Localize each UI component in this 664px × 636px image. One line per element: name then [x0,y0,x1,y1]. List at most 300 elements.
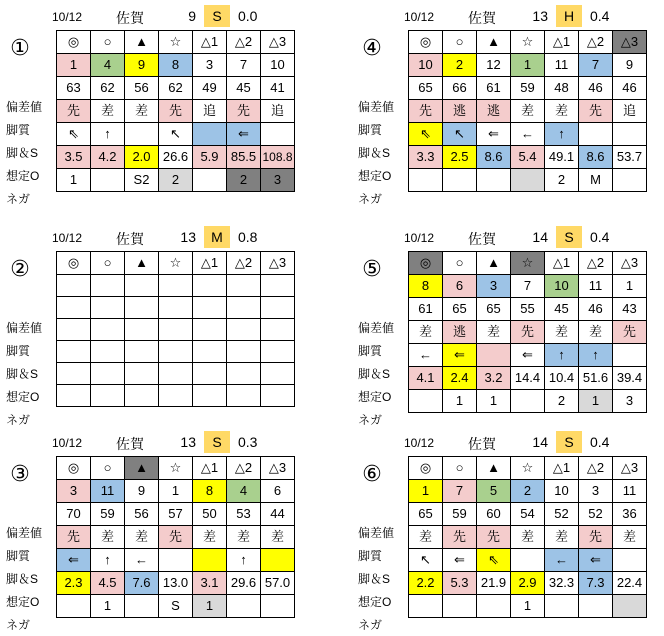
grid-cell [159,549,193,572]
grid-cell [261,549,295,572]
grid-cell: 46 [579,298,613,321]
grid-cell: ↑ [545,344,579,367]
race-number: ⑥ [362,461,382,486]
grid-cell [193,297,227,319]
grid-cell [125,275,159,297]
race-number: ④ [362,35,382,60]
row-label: 脚質 [358,549,383,563]
number-row [409,54,647,77]
grid-cell: 57.0 [261,572,295,595]
mark-row [57,252,295,275]
grid-cell: 53 [227,503,261,526]
number-row [409,480,647,503]
track-condition: S [556,431,582,453]
grid-cell [261,123,295,146]
grid-cell: 59 [91,503,125,526]
grid-cell: 22.4 [613,572,647,595]
mark-row [57,31,295,54]
grid-cell: 48 [545,77,579,100]
grid-cell: ◎ [409,252,443,275]
grid-cell: 差 [261,526,295,549]
grid-cell [613,123,647,146]
row-label: 脚質 [358,344,383,358]
row-label: ネガ [6,618,31,632]
running-style-row [57,100,295,123]
running-style-row [409,100,647,123]
grid-cell [261,385,295,407]
grid-cell [159,319,193,341]
leg-speed-row [409,123,647,146]
grid-cell [91,385,125,407]
grid-cell: △3 [261,457,295,480]
grid-cell: 8 [193,480,227,503]
expected-odds-row [409,146,647,169]
grid-cell: 21.9 [477,572,511,595]
row-label: 脚＆S [358,572,391,586]
grid-cell: 8 [409,275,443,298]
race-date: 10/12 [52,436,83,450]
grid-cell: 6 [443,275,477,298]
grid-cell: ☆ [511,457,545,480]
grid-cell: 62 [91,77,125,100]
prediction-grid [56,30,295,192]
grid-cell: 2 [443,54,477,77]
race-number: ⑤ [362,256,382,281]
track-condition: S [204,5,230,27]
grid-cell: 逃 [443,321,477,344]
grid-cell [91,297,125,319]
grid-cell [125,385,159,407]
grid-cell: 2 [159,169,193,192]
row-label: ネガ [358,413,383,427]
grid-cell: 1 [409,480,443,503]
grid-cell [159,363,193,385]
deviation-row [409,77,647,100]
grid-cell [511,390,545,413]
race-runner-count: 14 [532,434,548,450]
expected-odds-row [57,146,295,169]
grid-cell [409,595,443,618]
grid-cell: 56 [125,77,159,100]
grid-cell: 4.5 [91,572,125,595]
grid-cell: ☆ [511,252,545,275]
grid-cell: 差 [545,526,579,549]
negative-row [409,169,647,192]
row-label: 想定O [6,595,40,609]
grid-cell: △3 [613,457,647,480]
grid-cell: 56 [125,503,159,526]
row-label: 偏差値 [6,100,43,114]
grid-cell: ↑ [91,549,125,572]
grid-cell: 4 [91,54,125,77]
grid-cell [125,363,159,385]
grid-cell: 1 [477,390,511,413]
grid-cell: 8.6 [477,146,511,169]
row-label: 偏差値 [6,321,43,335]
deviation-row [409,298,647,321]
grid-cell: ← [409,344,443,367]
row-label: ネガ [358,618,383,632]
grid-cell: ○ [443,31,477,54]
grid-cell [91,341,125,363]
grid-cell: 3 [57,480,91,503]
grid-cell: 差 [125,100,159,123]
grid-cell: ▲ [125,252,159,275]
grid-cell: 3.1 [193,572,227,595]
grid-cell: △2 [579,252,613,275]
grid-cell: 先 [511,321,545,344]
number-row [57,275,295,297]
grid-cell [227,363,261,385]
grid-cell: 65 [477,298,511,321]
mark-row [409,252,647,275]
grid-cell: 追 [193,100,227,123]
row-label: 脚質 [358,123,383,137]
grid-cell [91,363,125,385]
grid-cell: ↖ [443,123,477,146]
grid-cell: 差 [613,526,647,549]
grid-cell [261,363,295,385]
grid-cell: △3 [261,252,295,275]
grid-cell [443,595,477,618]
grid-cell [57,363,91,385]
grid-cell: 26.6 [159,146,193,169]
grid-cell [193,363,227,385]
grid-cell: 9 [125,54,159,77]
grid-cell [193,123,227,146]
grid-cell: 45 [545,298,579,321]
grid-cell: 1 [613,275,647,298]
grid-cell: 差 [511,100,545,123]
grid-cell [125,297,159,319]
track-condition: S [556,226,582,248]
grid-cell: 1 [443,390,477,413]
grid-cell: 29.6 [227,572,261,595]
race-date: 10/12 [404,10,435,24]
running-style-row [409,526,647,549]
grid-cell: ◎ [409,31,443,54]
grid-cell: ↑ [91,123,125,146]
grid-cell: 2.5 [443,146,477,169]
grid-cell: △1 [545,252,579,275]
row-label: ネガ [6,413,31,427]
row-label: 脚＆S [6,146,39,160]
mark-row [57,457,295,480]
row-label: 脚質 [6,123,31,137]
race-venue: 佐賀 [468,231,496,247]
grid-cell: ← [545,549,579,572]
grid-cell: 11 [91,480,125,503]
prediction-grid [408,456,647,618]
row-label: 偏差値 [358,526,395,540]
row-label: 想定O [358,595,392,609]
grid-cell: ↑ [545,123,579,146]
grid-cell: ▲ [125,457,159,480]
row-label: 想定O [358,390,392,404]
grid-cell: ⇐ [57,549,91,572]
row-label: 脚＆S [358,367,391,381]
grid-cell [579,595,613,618]
race-panel-3 [6,430,306,630]
grid-cell: 先 [159,526,193,549]
leg-speed-row [57,341,295,363]
grid-cell: 59 [511,77,545,100]
leg-speed-row [409,344,647,367]
condition-value: 0.4 [590,8,610,24]
grid-cell [579,123,613,146]
grid-cell: 49 [193,77,227,100]
row-label: 偏差値 [358,100,395,114]
grid-cell: 先 [159,100,193,123]
grid-cell: 逃 [443,100,477,123]
grid-cell [125,123,159,146]
grid-cell: ◎ [409,457,443,480]
grid-cell: 13.0 [159,572,193,595]
grid-cell: 1 [511,54,545,77]
race-runner-count: 13 [180,434,196,450]
grid-cell: 先 [613,321,647,344]
race-header [6,4,306,28]
grid-cell: 65 [409,77,443,100]
grid-cell: 52 [545,503,579,526]
negative-row [409,595,647,618]
grid-cell: 5 [477,480,511,503]
grid-cell: 7 [511,275,545,298]
grid-cell: 差 [125,526,159,549]
grid-cell: △1 [545,31,579,54]
race-number: ② [10,256,30,281]
grid-cell [57,319,91,341]
grid-cell: ☆ [511,31,545,54]
grid-cell: ◎ [57,457,91,480]
grid-cell: 2.9 [511,572,545,595]
leg-speed-row [57,123,295,146]
grid-cell: 3.5 [57,146,91,169]
grid-cell [261,275,295,297]
grid-cell: 3 [579,480,613,503]
grid-cell: 39.4 [613,367,647,390]
grid-cell [613,549,647,572]
grid-cell: ▲ [477,252,511,275]
race-venue: 佐賀 [116,10,144,26]
grid-cell [57,385,91,407]
race-runner-count: 13 [180,229,196,245]
grid-cell: 1 [57,54,91,77]
grid-cell: △2 [227,457,261,480]
grid-cell: 先 [579,100,613,123]
grid-cell: 8.6 [579,146,613,169]
negative-row [409,390,647,413]
grid-cell [125,341,159,363]
grid-cell: 先 [477,526,511,549]
grid-cell: 12 [477,54,511,77]
running-style-row [57,319,295,341]
grid-cell: ↑ [579,344,613,367]
grid-cell: △2 [227,31,261,54]
grid-cell: 追 [613,100,647,123]
prediction-grid [56,251,295,407]
grid-cell [227,297,261,319]
grid-cell: S2 [125,169,159,192]
grid-cell: S [159,595,193,618]
grid-cell [477,344,511,367]
grid-cell [477,169,511,192]
grid-cell [261,595,295,618]
row-label: 偏差値 [358,321,395,335]
grid-cell: △2 [227,252,261,275]
track-condition: M [204,226,230,248]
row-label: 脚＆S [358,146,391,160]
grid-cell: 8 [159,54,193,77]
grid-cell: 32.3 [545,572,579,595]
row-label: ネガ [358,192,383,206]
grid-cell: ⇐ [443,344,477,367]
grid-cell [91,169,125,192]
row-label: 想定O [6,169,40,183]
grid-cell: 65 [443,298,477,321]
race-header [6,225,306,249]
grid-cell: 10 [261,54,295,77]
grid-cell: ⇐ [579,549,613,572]
grid-cell: 差 [91,100,125,123]
grid-cell: 51.6 [579,367,613,390]
grid-cell: 52 [579,503,613,526]
condition-value: 0.3 [238,434,258,450]
race-runner-count: 9 [188,8,196,24]
grid-cell: △1 [193,457,227,480]
grid-cell: 49.1 [545,146,579,169]
grid-cell: 4 [227,480,261,503]
expected-odds-row [57,363,295,385]
grid-cell [57,595,91,618]
grid-cell: 2.2 [409,572,443,595]
grid-cell: 44 [261,503,295,526]
leg-speed-row [409,549,647,572]
grid-cell: 9 [613,54,647,77]
grid-cell [57,297,91,319]
race-panel-2 [6,225,306,425]
grid-cell: 5.3 [443,572,477,595]
negative-row [57,385,295,407]
number-row [57,480,295,503]
grid-cell: M [579,169,613,192]
grid-cell: 61 [477,77,511,100]
grid-cell: 7 [227,54,261,77]
grid-cell: 63 [57,77,91,100]
grid-cell: 差 [545,100,579,123]
grid-cell: ◎ [57,252,91,275]
grid-cell: 差 [193,526,227,549]
grid-cell: 6 [261,480,295,503]
deviation-row [57,297,295,319]
grid-cell: ○ [91,31,125,54]
condition-value: 0.4 [590,434,610,450]
grid-cell: 11 [545,54,579,77]
row-label: 偏差値 [6,526,43,540]
grid-cell: 2.0 [125,146,159,169]
grid-cell: ⇖ [57,123,91,146]
race-header [6,430,306,454]
grid-cell: 41 [261,77,295,100]
expected-odds-row [57,572,295,595]
grid-cell: ◎ [57,31,91,54]
grid-cell: ← [511,123,545,146]
grid-cell [477,595,511,618]
grid-cell: 先 [579,526,613,549]
prediction-grid [408,30,647,192]
grid-cell: 差 [409,321,443,344]
prediction-grid [408,251,647,413]
grid-cell [227,595,261,618]
grid-cell: △1 [193,31,227,54]
grid-cell: 70 [57,503,91,526]
row-label: 脚質 [6,549,31,563]
prediction-grid [56,456,295,618]
grid-cell: 3.2 [477,367,511,390]
grid-cell [159,275,193,297]
grid-cell: △2 [579,31,613,54]
grid-cell: 10.4 [545,367,579,390]
grid-cell: 差 [511,526,545,549]
track-condition: S [204,431,230,453]
grid-cell [227,385,261,407]
grid-cell: 10 [409,54,443,77]
grid-cell: ↖ [159,123,193,146]
grid-cell: ☆ [159,31,193,54]
race-date: 10/12 [404,231,435,245]
grid-cell: 60 [477,503,511,526]
grid-cell: 3 [477,275,511,298]
race-venue: 佐賀 [116,436,144,452]
deviation-row [57,77,295,100]
grid-cell: 10 [545,275,579,298]
race-panel-6 [358,430,658,630]
expected-odds-row [409,367,647,390]
mark-row [409,457,647,480]
grid-cell: 4.2 [91,146,125,169]
race-date: 10/12 [52,231,83,245]
grid-cell: ▲ [477,457,511,480]
grid-cell: 1 [511,595,545,618]
grid-cell [57,275,91,297]
grid-cell: 3.3 [409,146,443,169]
grid-cell: 先 [227,100,261,123]
grid-cell: △3 [613,31,647,54]
race-venue: 佐賀 [468,10,496,26]
grid-cell: 差 [579,321,613,344]
grid-cell: 9 [125,480,159,503]
deviation-row [57,503,295,526]
grid-cell [159,341,193,363]
grid-cell: ▲ [477,31,511,54]
grid-cell: ⇖ [477,549,511,572]
grid-cell: 65 [409,503,443,526]
grid-cell: 7 [443,480,477,503]
race-panel-5 [358,225,658,425]
grid-cell: 1 [57,169,91,192]
condition-value: 0.4 [590,229,610,245]
expected-odds-row [409,572,647,595]
grid-cell [159,297,193,319]
grid-cell: 61 [409,298,443,321]
race-number: ① [10,35,30,60]
grid-cell: 7.3 [579,572,613,595]
grid-cell [125,319,159,341]
grid-cell: 66 [443,77,477,100]
grid-cell: 14.4 [511,367,545,390]
grid-cell [261,319,295,341]
grid-cell: 3 [613,390,647,413]
